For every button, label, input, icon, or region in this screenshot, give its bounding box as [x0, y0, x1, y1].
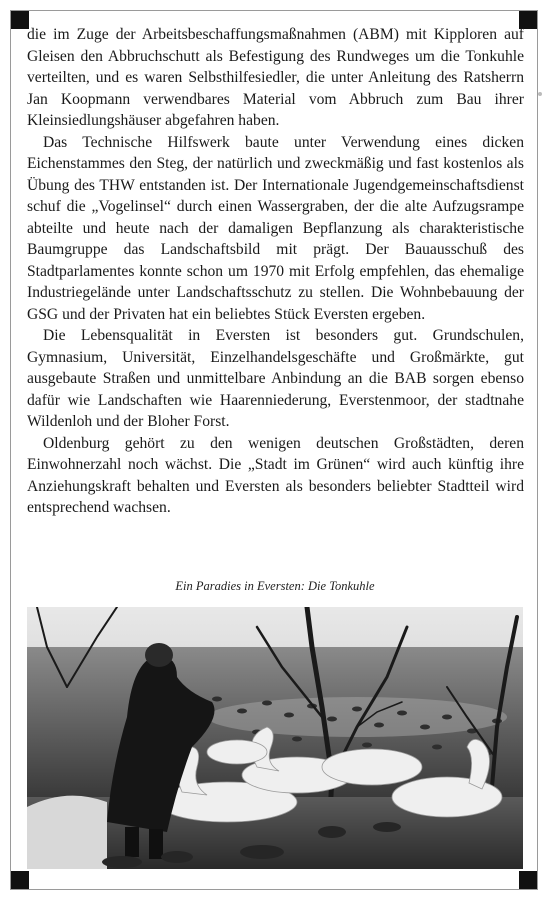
paragraph: Die Lebensqualität in Eversten ist besonders gut. Grundschulen, Gymnasium, Universität, Einzelhandelsgeschäfte und Großmärkte, gut ausgebaute Straßen und unmittelbare Anbindung an die BAB sorgen ebenso dafür wie Landschaften wie Haarenniederung, Everstenmoor, der stadtnahe Wildenloh und der Bloher Forst.	[27, 327, 524, 430]
photo-caption: Ein Paradies in Eversten: Die Tonkuhle	[175, 579, 375, 593]
photo-tonkuhle-swans	[27, 607, 523, 869]
paragraph: Oldenburg gehört zu den wenigen deutschen Großstädten, deren Einwohnerzahl noch wächst. Die „Stadt im Grünen“ wird auch künftig ihre Anziehungskraft behalten und Eversten als besonders beliebter Stadtteil wird entsprechend wachsen.	[27, 434, 524, 516]
margin-dot	[538, 92, 542, 96]
article-body	[27, 24, 524, 519]
paragraph: Das Technische Hilfswerk baute unter Verwendung eines dicken Eichenstammes den Steg, der natürlich und zweckmäßig und fast kostenlos als Übung des THW entstanden ist. Der Internationale Jugendgemeinschaftsdienst schuf die „Vogelinsel“ durch einen Wassergraben, der die alte Aufzugsrampe abteilte und heute nach der damaligen Bepflanzung als charakteristische Baumgruppe das Landschaftsbild mit prägt. Der Bauausschuß des Stadtparlamentes konnte schon um 1970 mit Erfolg empfehlen, das ehemalige Industriegelände unter Landschaftsschutz zu stellen. Die Wohnbebauung der GSG und der Privaten hat ein beliebtes Stück Eversten ergeben.	[27, 133, 524, 323]
corner-mark-bottom-right	[519, 871, 537, 889]
corner-mark-bottom-left	[11, 871, 29, 889]
paragraph: die im Zuge der Arbeitsbeschaffungsmaßnahmen (ABM) mit Kipploren auf Gleisen den Abbruchschutt als Befestigung des Rundweges um die Tonkuhle verteilten, und es waren Selbsthilfesiedler, die unter Anleitung des Ratsherrn Jan Koopmann verwendbares Material vom Abbruch zum Bau ihrer Kleinsiedlungshäuser abgefahren haben.	[27, 26, 524, 129]
